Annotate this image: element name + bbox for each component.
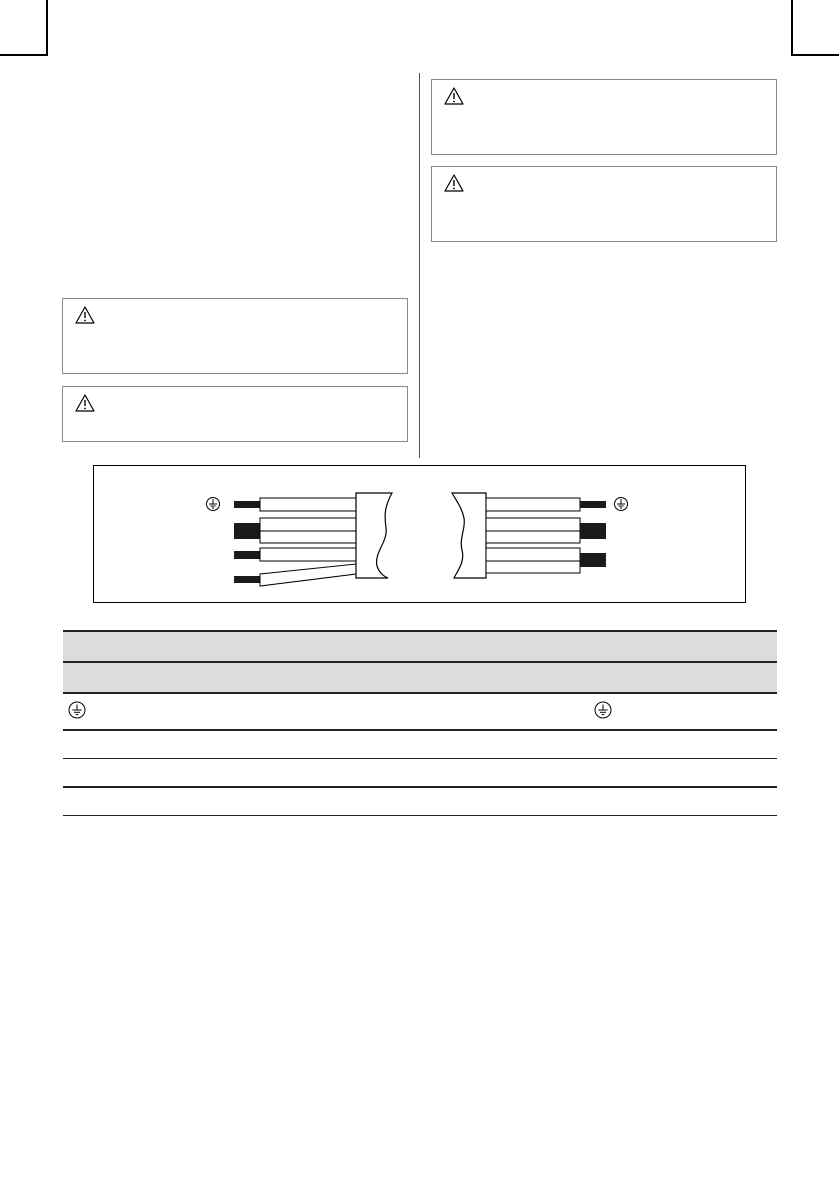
- wire-n-left: [260, 564, 356, 586]
- warning-box-1: [62, 298, 408, 374]
- warning-triangle-icon: [444, 174, 464, 192]
- wire-l3-left: [260, 548, 356, 561]
- wire-end-l1-left: [234, 523, 261, 539]
- left-cable: [234, 493, 392, 586]
- crop-mark-top-left: [0, 54, 46, 56]
- protective-earth-icon: [594, 701, 612, 719]
- column-divider: [419, 73, 420, 458]
- wire-n-right: [486, 561, 580, 573]
- cable-sheath-left: [356, 493, 392, 578]
- warning-triangle-icon: [444, 87, 464, 105]
- right-cable: [452, 493, 606, 578]
- wire-end-earth-left: [234, 501, 261, 508]
- wire-earth-left: [260, 498, 356, 511]
- wire-end-n-left: [234, 576, 261, 583]
- cable-connection-diagram: [93, 465, 746, 603]
- wire-l2-left: [260, 531, 356, 543]
- table-row-3: [63, 758, 777, 787]
- wire-earth-right: [486, 498, 580, 511]
- table-row-4: [63, 786, 777, 815]
- table-header-row-2: [63, 661, 777, 692]
- table-header-row-1: [63, 630, 777, 661]
- table-bottom-rule: [63, 815, 777, 816]
- earth-symbol-right: [615, 498, 628, 511]
- wire-end-earth-right: [580, 501, 606, 508]
- warning-box-3: [431, 79, 777, 155]
- earth-symbol-left: [207, 498, 220, 511]
- warning-box-4: [431, 166, 777, 242]
- wire-l1-right: [486, 518, 580, 531]
- cable-sheath-right: [452, 493, 486, 578]
- protective-earth-icon: [68, 701, 86, 719]
- warning-box-2: [62, 386, 408, 442]
- warning-triangle-icon: [75, 394, 95, 412]
- wire-l2-right: [486, 531, 580, 543]
- wire-end-n-right: [580, 553, 606, 567]
- wire-l3-right: [486, 548, 580, 561]
- crop-mark-right: [791, 0, 793, 56]
- table-row-2: [63, 729, 777, 758]
- crop-mark-left: [46, 0, 48, 56]
- wire-end-l3-left: [234, 551, 261, 559]
- table-row-earth: [63, 692, 777, 730]
- crop-mark-top-right: [791, 54, 839, 56]
- warning-triangle-icon: [75, 306, 95, 324]
- wire-l1-left: [260, 518, 356, 531]
- wire-end-l-right: [580, 523, 606, 539]
- cable-diagram-svg: [94, 466, 745, 602]
